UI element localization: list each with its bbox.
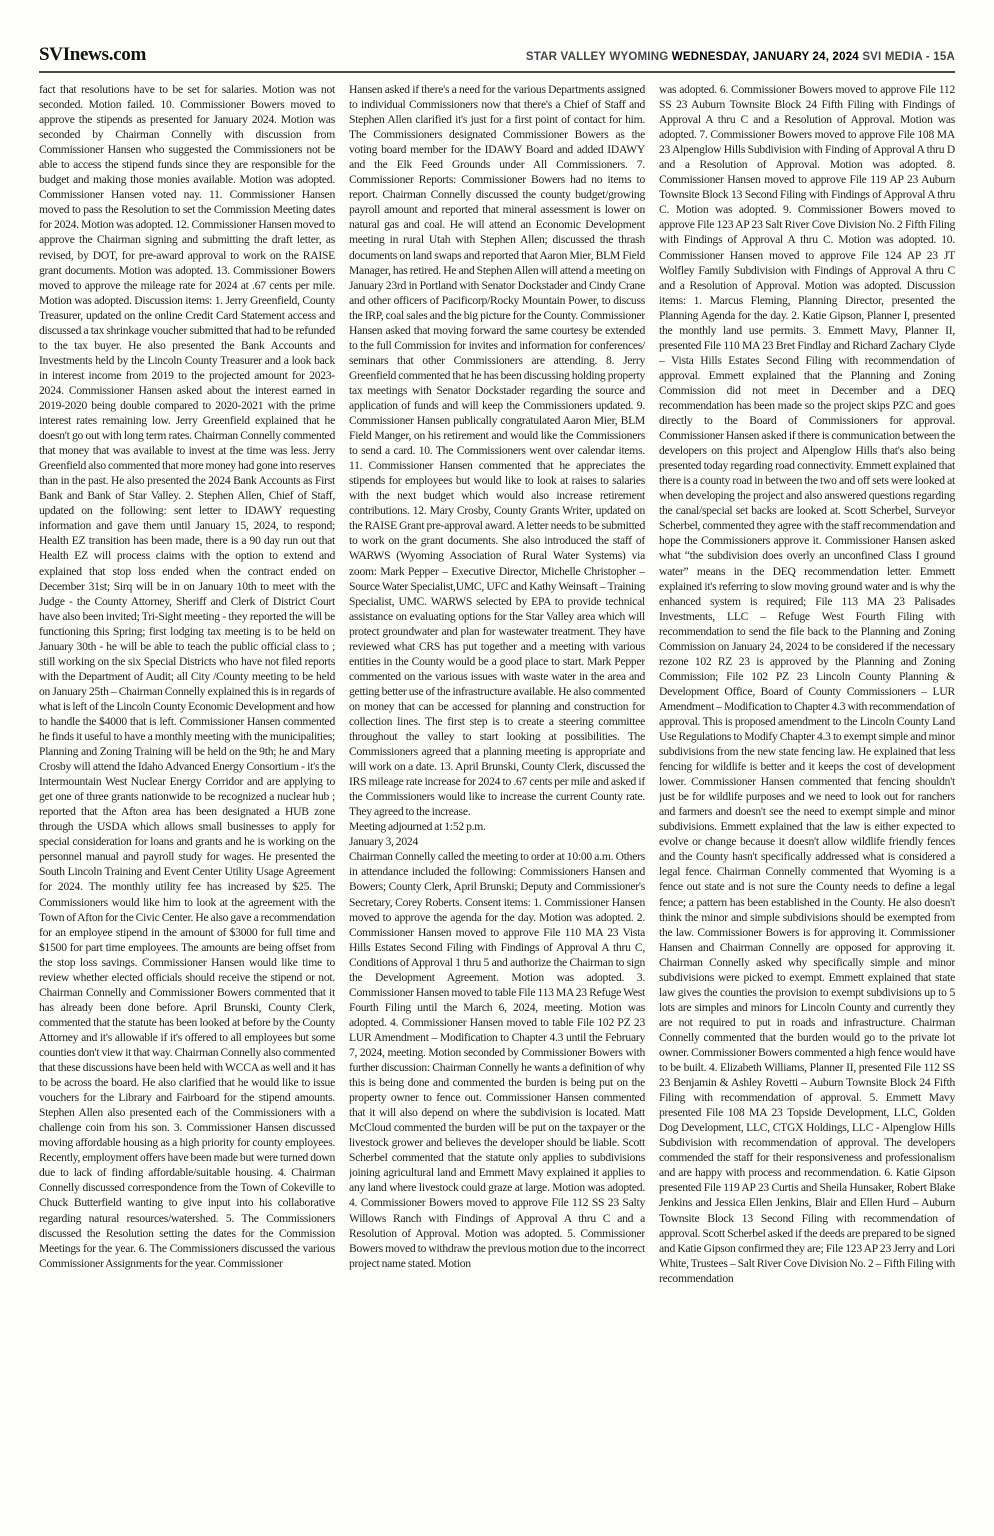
- article-columns: [39, 82, 955, 1500]
- dateline-edition: SVI MEDIA - 15A: [862, 51, 955, 63]
- body-paragraph: January 3, 2024: [349, 835, 418, 849]
- body-paragraph: fact that resolutions have to be set for salaries. Motion was not seconded. Motion failed. 10. Commissioner Bowers moved to approve the stipends as presented for January 2024. Motion was seconded by Chairman Connelly with discussion from Commissioner Hansen who suggested the Commissioners not be able to access the stipend funds since they are responsible for the budget and making those monies available. Motion was adopted. Commissioner Hansen voted nay. 11. Commissioner Hansen moved to pass the Resolution to set the Commission Meeting dates for 2024. Motion was adopted. 12. Commissioner Hansen moved to approve the Chairman signing and submitting the draft letter, as revised, by DOT, for pre-award approval to work on the RAISE grant documents. Motion was adopted. 13. Commissioner Bowers moved to approve the mileage rate for 2024 at .67 cents per mile. Motion was adopted. Discussion items: 1. Jerry Greenfield, County Treasurer, updated on the online Credit Card Statement access and discussed a tax shrinkage voucher submitted that had to be refunded to the tax buyer. He also presented the Bank Accounts and Investments held by the Lincoln County Treasurer and a look back in interest income from 2019 to the projected amount for 2023-2024. Commissioner Hansen asked about the interest earned in 2019-2020 being double compared to 2020-2021 with the prime interest rates remaining low. Jerry Greenfield explained that he doesn't go out with long term rates. Chairman Connelly commented that money that was available to invest at the time was less. Jerry Greenfield also commented that more money had gone into reserves than in the past. He also presented the 2024 Bank Accounts as First Bank and Bank of Star Valley. 2. Stephen Allen, Chief of Staff, updated on the following: sent letter to IDAWY requesting information and gave them until January 15, 2024, to respond; Health EZ transition has been made, there is a 90 day run out that Health EZ will process claims with the option to extend and explained that stop loss ended when the contract ended on December 31st; Sirq will be in on January 10th to meet with the Judge - the County Attorney, Sheriff and Clerk of District Court have also been invited; Tri-Sight meeting - they reported the will be functioning this Spring; first lodging tax meeting is to be held on January 30th - he will be able to teach the public official class to ; still working on the six Special Districts who have not filed reports with the Department of Audit; all City /County meeting to be held on January 25th – Chairman Connelly explained this is in regards of what is left of the Lincoln County Economic Development and how to handle the $4000 that is left. Commissioner Hansen commented he finds it useful to have a monthly meeting with the municipalities; Planning and Zoning Training will be held on the 9th; he and Mary Crosby will attend the Idaho Advanced Energy Consortium - it's the Intermountain West Nuclear Energy Corridor and are applying to get one of three grants nationwide to be recognized a nuclear hub ; reported that the Afton area has been designated a HUB zone through the USDA which allows small businesses to apply for special consideration for loans and grants and he is working on the personnel manual and payroll study for wages. He presented the South Lincoln Training and Event Center Utility Usage Agreement for 2024. The monthly utility fee has increased by $25. The Commissioners would like him to look at the agreement with the Town of Afton for the Civic Center. He also gave a recommendation for an employee stipend in the amount of $3000 for full time and $1500 for part time employees. The amounts are being offset from the stop loss savings. Commissioner Hansen would like time to review whether elected officials should receive the stipend or not. Chairman Connelly and Commissioner Bowers commented that it has already been done before. April Brunski, County Clerk, commented that the statute has been looked at before by the County Attorney and it's allowable if it's offered to all employees but some counties don't view it that way. Chairman Connelly also commented that these discussions have been held with WCCA as well and it has to be across the board. He also clarified that he would like to issue vouchers for the Library and Fairboard for the stipend amounts. Stephen Allen also presented each of the Commissioners with a challenge coin from his son. 3. Commissioner Hansen discussed moving affordable housing as a high priority for county employees. Recently, employment offers have been made but were turned down due to lack of finding affordable/suitable housing. 4. Chairman Connelly discussed correspondence from the Town of Cokeville to Chuck Butterfield wanting to give input into his collaborative regarding natural resources/watershed. 5. The Commissioners discussed the Resolution setting the dates for the Commission Meetings for the year. 6. The Commissioners discussed the various Commissioner Assignments for the year. Commissioner: [39, 83, 335, 1270]
- text-column-3: [659, 82, 955, 1500]
- header-rule: [39, 71, 955, 73]
- masthead: SVInews.com: [39, 44, 147, 65]
- dateline: [526, 51, 955, 63]
- body-paragraph: was adopted. 6. Commissioner Bowers moved to approve File 112 SS 23 Auburn Townsite Block 24 Fifth Filing with Findings of Approval A thru C and a Resolution of Approval. Motion was adopted. 7. Commissioner Bowers moved to approve File 108 MA 23 Alpenglow Hills Subdivision with Finding of Approval A thru D and a Resolution of Approval. Motion was adopted. 8. Commissioner Hansen moved to approve File 119 AP 23 Auburn Townsite Block 13 Second Filing with Findings of Approval A thru C. Motion was adopted. 9. Commissioner Bowers moved to approve File 123 AP 23 Salt River Cove Division No. 2 Fifth Filing with Findings of Approval A thru C. Motion was adopted. 10. Commissioner Hansen moved to approve File 124 AP 23 JT Wolfley Family Subdivision with Findings of Approval A thru C and a Resolution of Approval. Motion was adopted. Discussion items: 1. Marcus Fleming, Planning Director, presented the Planning Agenda for the day. 2. Katie Gipson, Planner I, presented the monthly land use permits. 3. Emmett Mavy, Planner II, presented File 110 MA 23 Bret Findlay and Richard Zachary Clyde – Vista Hills Estates Second Filing with recommendation of approval. Emmett explained that the Planning and Zoning Commission did not meet in December and a DEQ recommendation has been made so the project skips PZC and goes directly to the Board of Commissioners for approval. Commissioner Hansen asked if there is communication between the developers on this project and Alpenglow Hills that's also being presented today regarding road connectivity. Emmett explained that there is a county road in between the two and off sets were looked at when developing the project and also answered questions regarding the canal/special set backs are looked at. Scott Scherbel, Surveyor Scherbel, commented they agree with the staff recommendation and hope the Commissioners approve it. Commissioner Hansen asked what “the subdivision does overly an unconfined Class I ground water” means in the DEQ recommendation letter. Emmett explained it's referring to slow moving ground water and is why the enhanced system is required; File 113 MA 23 Palisades Investments, LLC – Refuge West Fourth Filing with recommendation to send the file back to the Planning and Zoning Commission on January 24, 2024 to be considered if the necessary rezone 102 RZ 23 is approved by the Planning and Zoning Commission; File 102 PZ 23 Lincoln County Planning & Development Office, Board of County Commissioners – LUR Amendment – Modification to Chapter 4.3 with recommendation of approval. This is proposed amendment to the Lincoln County Land Use Regulations to Modify Chapter 4.3 to exempt simple and minor subdivisions from the new state fencing law. He explained that less fencing for wildlife is better and it keeps the cost of development lower. Commissioner Hansen commented that fencing shouldn't just be for wildlife purposes and we need to look out for ranchers and farmers and doesn't see the need to exempt simple and minor subdivisions. Emmett explained that the law is either expected to evolve or change because it doesn't allow wildlife friendly fences and the County hasn't specifically addressed what is considered a legal fence. Chairman Connelly commented that Wyoming is a fence out state and is not sure the County needs to define a legal fence; a pattern has been established in the County. He also doesn't think the minor and simple subdivisions should be exempted from the law. Commissioner Bowers is for approving it. Commissioner Hansen and Chairman Connelly are opposed for approving it. Chairman Connelly asked why specifically simple and minor subdivisions were picked to exempt. Emmett explained that state law gives the counties the provision to exempt subdivisions up to 5 lots are simples and minors for Lincoln County and currently they are not required to put in roads and infrastructure. Chairman Connelly commented that the burden would go to the private lot owner. Commissioner Bowers commented a high fence would have to be built. 4. Elizabeth Williams, Planner II, presented File 112 SS 23 Benjamin & Ashley Rovetti – Auburn Townsite Block 24 Fifth Filing with recommendation of approval. 5. Emmett Mavy presented File 108 MA 23 Topside Development, LLC, Golden Dog Development, LLC, CTGX Holdings, LLC - Alpenglow Hills Subdivision with recommendation of approval. The developers commended the staff for their responsiveness and professionalism and are happy with process and recommendation. 6. Katie Gipson presented File 119 AP 23 Curtis and Sheila Hunsaker, Robert Blake Jenkins and Jessica Ellen Jenkins, Blair and Ellen Hurd – Auburn Townsite Block 13 Second Filing with recommendation of approval. Scott Scherbel asked if the deeds are prepared to be signed and Katie Gipson confirmed they are; File 123 AP 23 Jerry and Lori White, Trustees – Salt River Cove Division No. 2 – Fifth Filing with recommendation: [659, 83, 955, 1285]
- text-column-1: [39, 82, 335, 1500]
- text-column-2: [349, 82, 645, 1500]
- dateline-date: WEDNESDAY, JANUARY 24, 2024: [671, 51, 859, 63]
- body-paragraph: Meeting adjourned at 1:52 p.m.: [349, 820, 486, 834]
- page-header: [39, 44, 955, 66]
- dateline-location: STAR VALLEY WYOMING: [525, 51, 669, 63]
- body-paragraph: Chairman Connelly called the meeting to order at 10:00 a.m. Others in attendance included the following: Commissioners Hansen and Bowers; County Clerk, April Brunski; Deputy and Commissioner's Secretary, Corey Roberts. Consent items: 1. Commissioner Hansen moved to approve the agenda for the day. Motion was adopted. 2. Commissioner Hansen moved to approve File 110 MA 23 Vista Hills Estates Second Filing with Findings of Approval A thru C, Conditions of Approval 1 thru 5 and authorize the Chairman to sign the Development Agreement. Motion was adopted. 3. Commissioner Hansen moved to table File 113 MA 23 Refuge West Fourth Filing until the March 6, 2024, meeting. Motion was adopted. 4. Commissioner Hansen moved to table File 102 PZ 23 LUR Amendment – Modification to Chapter 4.3 until the February 7, 2024, meeting. Motion seconded by Commissioner Bowers with further discussion: Chairman Connelly he wants a definition of why this is being done and commented the burden is being put on the property owner to fence out. Commissioner Hansen commented that it will also depend on where the subdivision is located. Matt McCloud commented the burden will be put on the taxpayer or the livestock grower and believes the developer should be liable. Scott Scherbel commented that the statute only applies to subdivisions joining agricultural land and Emmett Mavy explained it applies to any land where livestock could graze at large. Motion was adopted. 4. Commissioner Bowers moved to approve File 112 SS 23 Salty Willows Ranch with Findings of Approval A thru C and a Resolution of Approval. Motion was adopted. 5. Commissioner Bowers moved to withdraw the previous motion due to the incorrect project name stated. Motion: [349, 850, 645, 1270]
- body-paragraph: Hansen asked if there's a need for the various Departments assigned to individual Commissioners now that there's a Chief of Staff and Stephen Allen clarified it's just for a first point of contact for him. The Commissioners designated Commissioner Bowers as the voting board member for the IDAWY Board and added IDAWY and the Elk Feed Grounds under All Commissioners. 7. Commissioner Reports: Commissioner Bowers had no items to report. Chairman Connelly discussed the county budget/growing payroll amount and reported that mineral assessment is lower on natural gas and coal. He will attend an Economic Development meeting in rural Utah with Stephen Allen; discussed the thrash documents on land swaps and reported that Aaron Mier, BLM Field Manager, has retired. He and Stephen Allen will attend a meeting on January 23rd in Portland with Senator Dockstader and Cindy Crane and other officers of Pacificorp/Rocky Mountain Power, to discuss the IRP, coal sales and the big picture for the County. Commissioner Hansen asked that moving forward the same courtesy be extended to the full Commission for invites and information for conferences/ seminars that other Commissioners are attending. 8. Jerry Greenfield commented that he has been discussing holding property tax meetings with Senator Dockstader regarding the source and application of funds and will keep the Commissioners updated. 9. Commissioner Hansen publically congratulated Aaron Mier, BLM Field Manger, on his retirement and would like the Commissioners to send a card. 10. The Commissioners went over calendar items. 11. Commissioner Hansen commented that he appreciates the stipends for employees but would like to look at raises to salaries with the next budget which would also increase retirement contributions. 12. Mary Crosby, County Grants Writer, updated on the RAISE Grant pre-approval award. A letter needs to be submitted to work on the grant documents. She also introduced the staff of WARWS (Wyoming Association of Rural Water Systems) via zoom: Mark Pepper – Executive Director, Michelle Christopher – Source Water Specialist,UMC, UFC and Kathy Weinsaft – Training Specialist, UMC. WARWS selected by EPA to provide technical assistance on evaluating options for the Star Valley area which will protect groundwater and plan for wastewater treatment. They have reviewed what CRS has put together and a meeting with various entities in the County would be a good place to start. Mark Pepper commented on the various issues with waste water in the area and getting better use of the infrastructure available. He also commented on money that can be accessed for planning and construction for collection lines. The first step is to create a steering committee throughout the valley to start looking at possibilities. The Commissioners agreed that a planning meeting is appropriate and will work on a date. 13. April Brunski, County Clerk, discussed the IRS mileage rate increase for 2024 to .67 cents per mile and asked if the Commissioners would like to increase the current County rate. They agreed to the increase.: [349, 83, 645, 819]
